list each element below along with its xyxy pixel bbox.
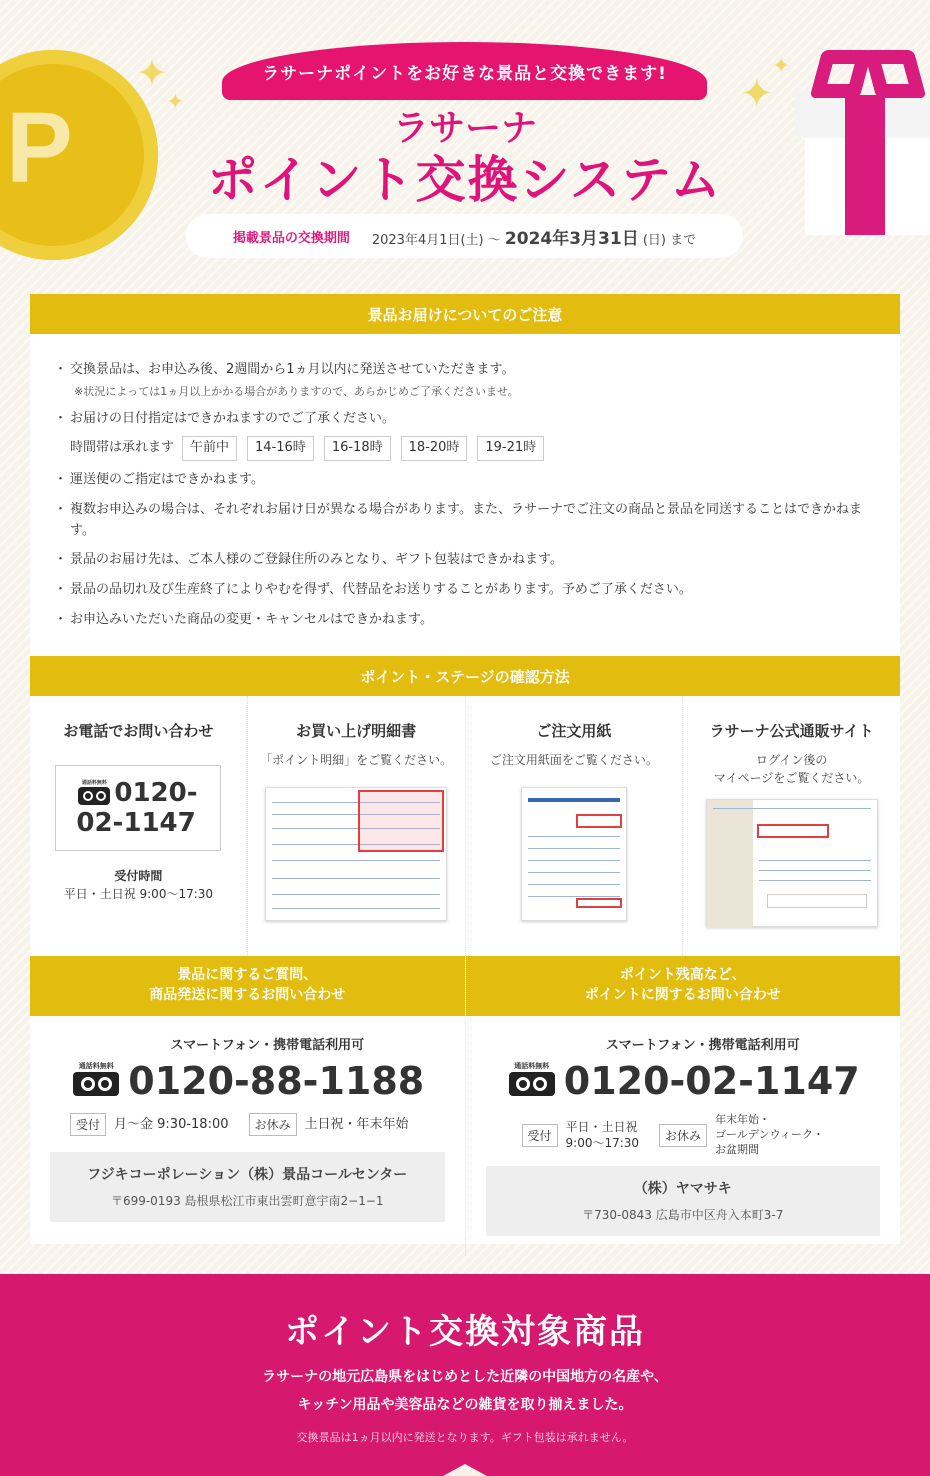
phone-title: お電話でお問い合わせ — [63, 722, 214, 740]
page-title: ポイント交換システム — [207, 151, 723, 209]
phone-column — [30, 696, 248, 958]
website-column — [683, 696, 900, 958]
phone-box[interactable]: 通話料無料 0120- 02-1147 — [55, 765, 221, 851]
down-arrow-icon — [443, 1464, 487, 1476]
reception-hours: 受付時間 平日・土日祝 9:00～17:30 — [63, 869, 214, 901]
notice-header: 景品お届けについてのご注意 — [30, 294, 900, 334]
order-title: ご注文用紙 — [536, 722, 612, 740]
contact-prize-header: 景品に関するご質問、 商品発送に関するお問い合わせ — [30, 956, 465, 1016]
stage-header: ポイント・ステージの確認方法 — [30, 656, 900, 696]
statement-image — [265, 787, 447, 921]
point-coin-icon: P — [0, 50, 158, 260]
points-hours: 受付 平日・土日祝 9:00～17:30 お休み 年末年始・ ゴールデンウィーク・ お盆期間 — [522, 1113, 881, 1158]
contact-points-header: ポイント残高など、 ポイントに関するお問い合わせ — [466, 956, 901, 1016]
website-image — [706, 799, 878, 927]
time-slot: 14-16時 — [247, 436, 314, 461]
contact-section — [30, 956, 900, 1256]
sparkle-icon: ✦ — [740, 71, 774, 117]
hero — [0, 0, 930, 294]
freedial-icon: 通話料無料 — [70, 1061, 122, 1101]
order-desc: ご注文用紙面をご覧ください。 — [489, 753, 658, 767]
time-slot: 18-20時 — [401, 436, 468, 461]
contact-prize: 景品に関するご質問、 商品発送に関するお問い合わせ スマートフォン・携帯電話利用可 通話料無料 0120-88-1188 受付 月～金 9:30-18:00 お休み 土日祝・年末年始 フジキコーポレーション（株）景品コールセンター 〒699-0193 島根県松江市東出雲町意宇南2−1−1 — [30, 956, 466, 1256]
products-note: 交換景品は1ヵ月以内に発送となります。ギフト包装は承れません。 — [296, 1431, 634, 1444]
order-form-image — [521, 787, 627, 921]
prize-company: フジキコーポレーション（株）景品コールセンター 〒699-0193 島根県松江市東出雲町意宇南2−1−1 — [50, 1152, 445, 1222]
statement-column — [248, 696, 466, 958]
time-slots: 時間帯は承れます 午前中 14-16時 16-18時 18-20時 19-21時 — [70, 436, 870, 461]
sparkle-icon: ✦ — [772, 54, 791, 79]
statement-desc: 「ポイント明細」をご覧ください。 — [260, 753, 453, 767]
time-slot: 16-18時 — [324, 436, 391, 461]
points-company: （株）ヤマサキ 〒730-0843 広島市中区舟入本町3-7 — [486, 1166, 881, 1236]
products-desc: ラサーナの地元広島県をはじめとした近隣の中国地方の名産や、 キッチン用品や美容品などの雑貨を取り揃えました。 — [262, 1369, 668, 1413]
list-item: ・ 景品のお届け先は、ご本人様のご登録住所のみとなり、ギフト包装はできかねます。 — [56, 550, 870, 571]
products-section — [0, 1274, 930, 1476]
sparkle-icon: ✦ — [166, 90, 185, 115]
list-item: ・ お申込みいただいた商品の変更・キャンセルはできかねます。 — [56, 610, 870, 631]
products-title: ポイント交換対象商品 — [285, 1312, 645, 1352]
time-slot: 午前中 — [182, 436, 237, 461]
info-card — [30, 294, 900, 1244]
sparkle-icon: ✦ — [136, 51, 168, 95]
time-slot: 19-21時 — [477, 436, 544, 461]
site-title: ラサーナ公式通販サイト — [709, 722, 874, 740]
order-form-column — [466, 696, 684, 958]
prize-hours: 受付 月～金 9:30-18:00 お休み 土日祝・年末年始 — [70, 1113, 445, 1136]
prize-phone-number[interactable]: 通話料無料 0120-88-1188 — [50, 1059, 445, 1103]
period-label: 掲載景品の交換期間 — [232, 230, 350, 246]
list-item: ・ 景品の品切れ及び生産終了によりやむを得ず、代替品をお送りすることがあります。予めご了承ください。 — [56, 580, 870, 601]
list-item: ・ 交換景品は、お申込み後、2週間から1ヵ月以内に発送させていただきます。 ※状況によっては1ヵ月以上かかる場合がありますので、あらかじめご了承くださいませ。 — [56, 360, 870, 400]
hero-subtitle: ラサーナ — [392, 108, 537, 149]
stage-section — [30, 656, 900, 958]
freedial-icon: 通話料無料 — [506, 1061, 558, 1101]
statement-title: お買い上げ明細書 — [296, 722, 417, 740]
list-item: ・ 複数お申込みの場合は、それぞれお届け日が異なる場合があります。また、ラサーナでご注文の商品と景品を同送することはできかねます。 — [56, 500, 870, 542]
contact-points: ポイント残高など、 ポイントに関するお問い合わせ スマートフォン・携帯電話利用可 通話料無料 0120-02-1147 受付 平日・土日祝 9:00～17:30 お休み 年末年始・ ゴールデンウィーク・ お盆期間 （株）ヤマサキ 〒730-0843 広島市中区舟入本町3-7 — [466, 956, 901, 1256]
freedial-icon: 通話料無料 — [76, 779, 112, 809]
hero-banner: ラサーナポイントをお好きな景品と交換できます! — [222, 42, 707, 100]
period-value: 2023年4月1日(土) ～ 2024年3月31日 (日) まで — [371, 228, 697, 249]
exchange-period — [186, 214, 743, 258]
points-phone-number[interactable]: 通話料無料 0120-02-1147 — [486, 1059, 881, 1103]
site-desc: ログイン後の マイページをご覧ください。 — [713, 753, 870, 785]
list-item: ・ お届けの日付指定はできかねますのでご了承ください。 時間帯は承れます 午前中 14-16時 16-18時 18-20時 19-21時 — [56, 409, 870, 461]
list-item: ・ 運送便のご指定はできかねます。 — [56, 470, 870, 491]
notice-list — [30, 334, 900, 660]
